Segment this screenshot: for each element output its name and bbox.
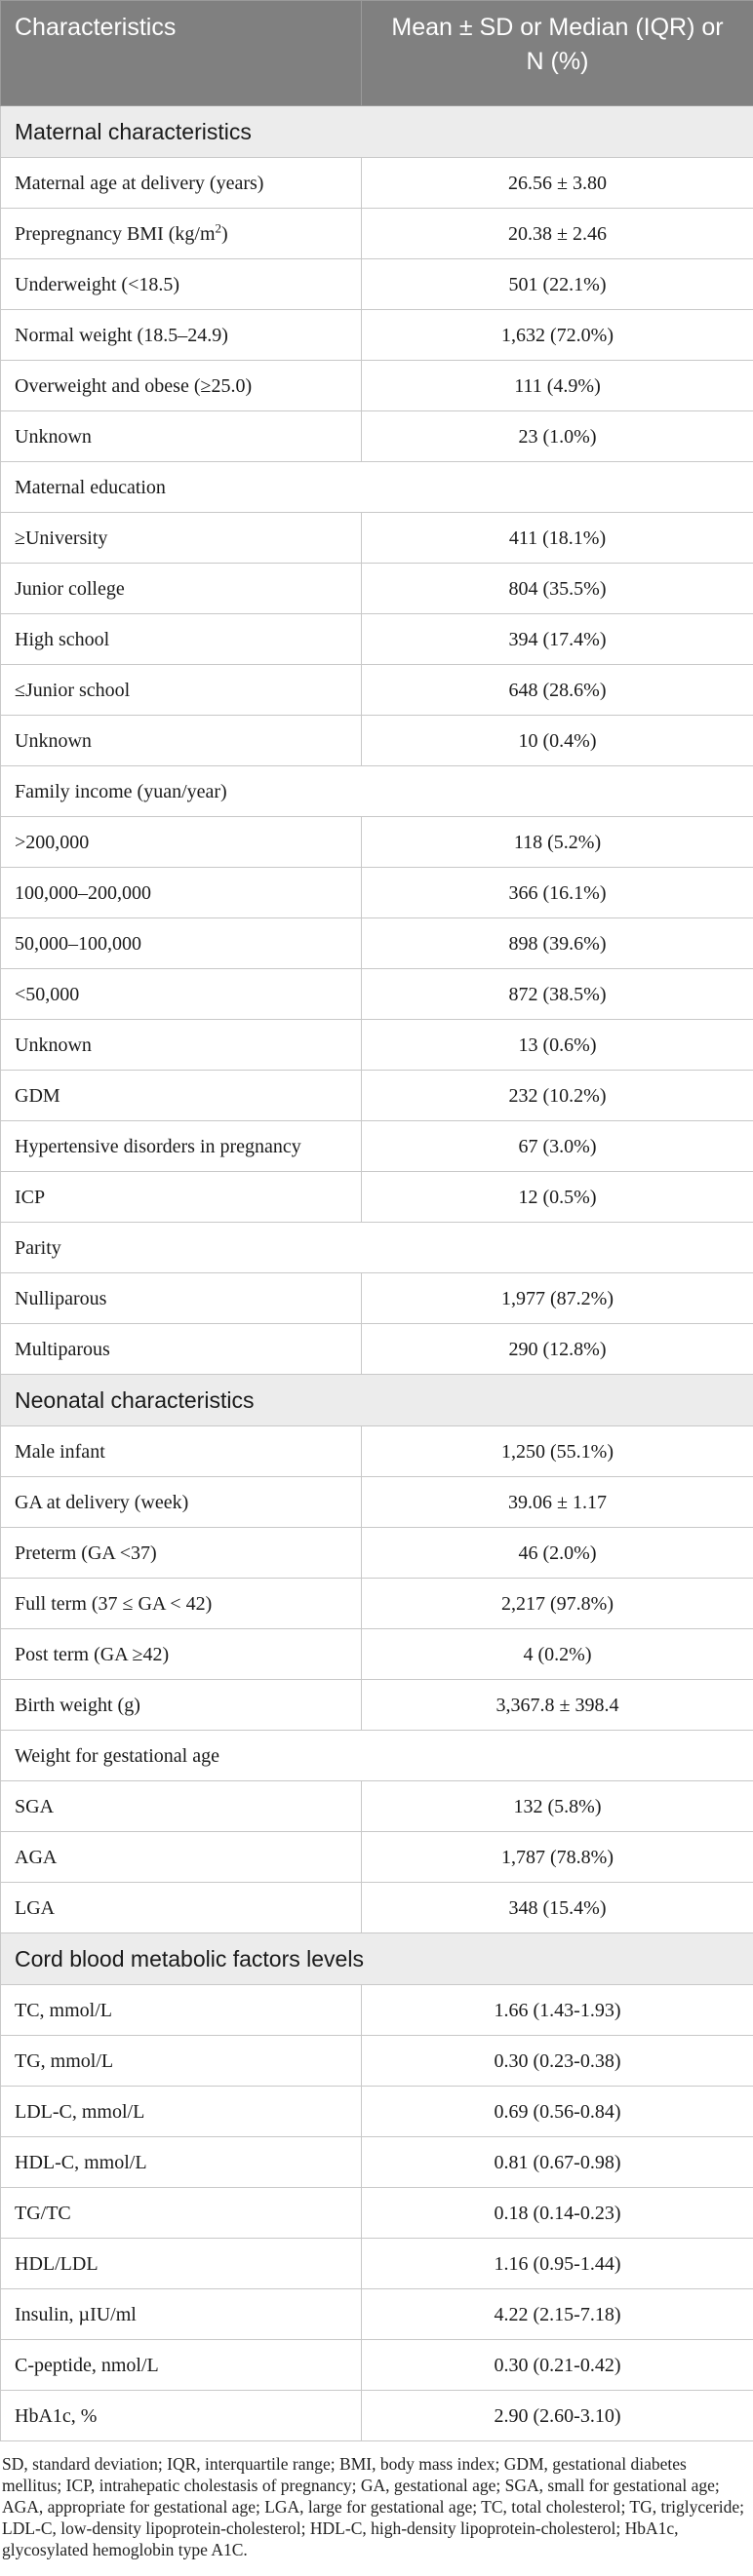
row-value: 394 (17.4%) <box>362 614 753 665</box>
row-label: Maternal age at delivery (years) <box>1 158 362 209</box>
header-values: Mean ± SD or Median (IQR) or N (%) <box>362 1 753 106</box>
row-value: 0.30 (0.23-0.38) <box>362 2036 753 2087</box>
row-label: >200,000 <box>1 817 362 868</box>
bmi-label-end: ) <box>221 222 228 245</box>
table-row <box>1 2391 753 2441</box>
row-label: Male infant <box>1 1426 362 1477</box>
row-value: 804 (35.5%) <box>362 564 753 614</box>
table-row <box>1 868 753 918</box>
row-value: 411 (18.1%) <box>362 513 753 564</box>
row-value: 501 (22.1%) <box>362 259 753 310</box>
header-characteristics: Characteristics <box>1 1 362 106</box>
row-label: Unknown <box>1 1020 362 1071</box>
table-row <box>1 209 753 259</box>
row-label <box>1 209 362 259</box>
row-value: 2.90 (2.60-3.10) <box>362 2391 753 2441</box>
table-row <box>1 513 753 564</box>
section-title: Maternal characteristics <box>1 106 753 158</box>
row-value: 39.06 ± 1.17 <box>362 1477 753 1528</box>
section-title: Cord blood metabolic factors levels <box>1 1933 753 1985</box>
bmi-label-text: Prepregnancy BMI (kg/m <box>15 222 216 245</box>
table-row <box>1 2289 753 2340</box>
table-row <box>1 310 753 361</box>
group-row <box>1 462 753 513</box>
row-value: 0.18 (0.14-0.23) <box>362 2188 753 2239</box>
row-value: 1,250 (55.1%) <box>362 1426 753 1477</box>
table-row <box>1 361 753 411</box>
table-row <box>1 817 753 868</box>
row-value: 898 (39.6%) <box>362 918 753 969</box>
table-row <box>1 1781 753 1832</box>
table-row <box>1 1579 753 1629</box>
row-value: 2,217 (97.8%) <box>362 1579 753 1629</box>
row-label: Multiparous <box>1 1324 362 1375</box>
row-label: GDM <box>1 1071 362 1121</box>
row-label: Unknown <box>1 411 362 462</box>
section-title: Neonatal characteristics <box>1 1375 753 1426</box>
row-value: 1.16 (0.95-1.44) <box>362 2239 753 2289</box>
row-label: Underweight (<18.5) <box>1 259 362 310</box>
row-label: Normal weight (18.5–24.9) <box>1 310 362 361</box>
row-value: 1,632 (72.0%) <box>362 310 753 361</box>
row-value: 648 (28.6%) <box>362 665 753 716</box>
table-row <box>1 564 753 614</box>
row-value: 290 (12.8%) <box>362 1324 753 1375</box>
row-value: 1.66 (1.43-1.93) <box>362 1985 753 2036</box>
row-label: HbA1c, % <box>1 2391 362 2441</box>
row-value: 872 (38.5%) <box>362 969 753 1020</box>
group-label: Weight for gestational age <box>1 1731 753 1781</box>
table-row <box>1 1477 753 1528</box>
table-row <box>1 1629 753 1680</box>
row-label: Junior college <box>1 564 362 614</box>
row-value: 366 (16.1%) <box>362 868 753 918</box>
section-neonatal <box>1 1375 753 1426</box>
row-label: ≥University <box>1 513 362 564</box>
row-value: 1,787 (78.8%) <box>362 1832 753 1883</box>
row-label: Hypertensive disorders in pregnancy <box>1 1121 362 1172</box>
row-value: 20.38 ± 2.46 <box>362 209 753 259</box>
table-row <box>1 1172 753 1223</box>
row-label: GA at delivery (week) <box>1 1477 362 1528</box>
row-label: Unknown <box>1 716 362 766</box>
row-label: Overweight and obese (≥25.0) <box>1 361 362 411</box>
table-row <box>1 2188 753 2239</box>
row-value: 4.22 (2.15-7.18) <box>362 2289 753 2340</box>
table-row <box>1 1680 753 1731</box>
row-value: 46 (2.0%) <box>362 1528 753 1579</box>
row-label: TC, mmol/L <box>1 1985 362 2036</box>
table-row <box>1 1324 753 1375</box>
row-value: 0.81 (0.67-0.98) <box>362 2137 753 2188</box>
row-value: 1,977 (87.2%) <box>362 1273 753 1324</box>
group-row <box>1 1223 753 1273</box>
table-row <box>1 259 753 310</box>
table-row <box>1 1426 753 1477</box>
row-value: 348 (15.4%) <box>362 1883 753 1933</box>
row-value: 132 (5.8%) <box>362 1781 753 1832</box>
table-row <box>1 2087 753 2137</box>
table-row <box>1 969 753 1020</box>
table-row <box>1 1071 753 1121</box>
group-label: Maternal education <box>1 462 753 513</box>
row-label: Preterm (GA <37) <box>1 1528 362 1579</box>
row-label: ICP <box>1 1172 362 1223</box>
row-value: 67 (3.0%) <box>362 1121 753 1172</box>
bmi-label-sup: 2 <box>215 219 222 235</box>
row-label: TG/TC <box>1 2188 362 2239</box>
row-value: 26.56 ± 3.80 <box>362 158 753 209</box>
row-value: 232 (10.2%) <box>362 1071 753 1121</box>
section-maternal <box>1 106 753 158</box>
table-row <box>1 1832 753 1883</box>
table-row <box>1 1020 753 1071</box>
table-footnote: SD, standard deviation; IQR, interquartile range; BMI, body mass index; GDM, gestational diabetes mellitus; ICP, intrahepatic cholestasis of pregnancy; GA, gestational age; SGA, small for gestational age; AGA, appropriate for gestational age; LGA, large for gestational age; TC, total cholesterol; TG, triglyceride; LDL-C, low-density lipoprotein-cholesterol; HDL-C, high-density lipoprotein-cholesterol; HbA1c, glycosylated hemoglobin type A1C. <box>2 2454 745 2559</box>
row-label: TG, mmol/L <box>1 2036 362 2087</box>
table-row <box>1 614 753 665</box>
section-cord <box>1 1933 753 1985</box>
table-header-row <box>1 1 753 106</box>
table-row <box>1 918 753 969</box>
row-value: 118 (5.2%) <box>362 817 753 868</box>
row-label: High school <box>1 614 362 665</box>
row-value: 111 (4.9%) <box>362 361 753 411</box>
row-label: Birth weight (g) <box>1 1680 362 1731</box>
table-row <box>1 716 753 766</box>
row-value: 3,367.8 ± 398.4 <box>362 1680 753 1731</box>
group-row <box>1 766 753 817</box>
table-row <box>1 1528 753 1579</box>
row-value: 23 (1.0%) <box>362 411 753 462</box>
table-row <box>1 2137 753 2188</box>
table-row <box>1 1121 753 1172</box>
row-label: Full term (37 ≤ GA < 42) <box>1 1579 362 1629</box>
row-value: 10 (0.4%) <box>362 716 753 766</box>
group-label: Parity <box>1 1223 753 1273</box>
row-value: 4 (0.2%) <box>362 1629 753 1680</box>
row-label: Insulin, µIU/ml <box>1 2289 362 2340</box>
row-label: C-peptide, nmol/L <box>1 2340 362 2391</box>
row-label: LGA <box>1 1883 362 1933</box>
row-label: HDL-C, mmol/L <box>1 2137 362 2188</box>
table-row <box>1 1985 753 2036</box>
row-label: 100,000–200,000 <box>1 868 362 918</box>
row-label: Nulliparous <box>1 1273 362 1324</box>
table-row <box>1 2340 753 2391</box>
table-row <box>1 665 753 716</box>
row-value: 12 (0.5%) <box>362 1172 753 1223</box>
table-row <box>1 2239 753 2289</box>
row-value: 13 (0.6%) <box>362 1020 753 1071</box>
row-label: LDL-C, mmol/L <box>1 2087 362 2137</box>
row-value: 0.30 (0.21-0.42) <box>362 2340 753 2391</box>
group-label: Family income (yuan/year) <box>1 766 753 817</box>
row-value: 0.69 (0.56-0.84) <box>362 2087 753 2137</box>
row-label: 50,000–100,000 <box>1 918 362 969</box>
row-label: AGA <box>1 1832 362 1883</box>
table-row <box>1 411 753 462</box>
row-label: HDL/LDL <box>1 2239 362 2289</box>
table-row <box>1 1273 753 1324</box>
table-row <box>1 158 753 209</box>
group-row <box>1 1731 753 1781</box>
row-label: ≤Junior school <box>1 665 362 716</box>
row-label: Post term (GA ≥42) <box>1 1629 362 1680</box>
table-row <box>1 1883 753 1933</box>
row-label: SGA <box>1 1781 362 1832</box>
row-label: <50,000 <box>1 969 362 1020</box>
table-row <box>1 2036 753 2087</box>
